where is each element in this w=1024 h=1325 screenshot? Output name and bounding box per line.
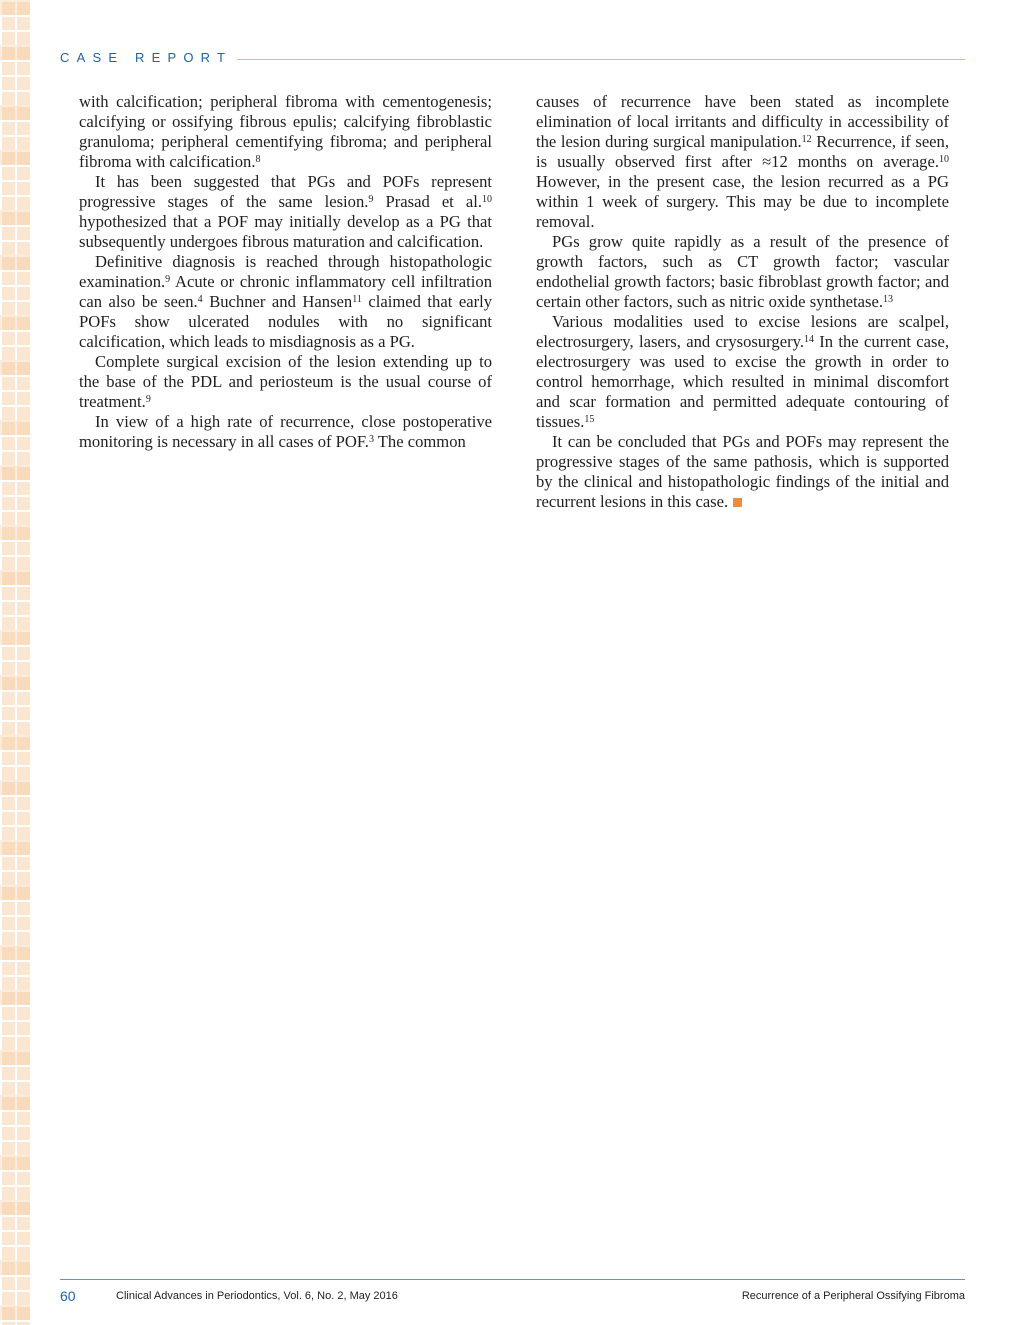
journal-citation: Clinical Advances in Periodontics, Vol. 6, No. 2, May 2016 — [116, 1290, 398, 1302]
citation: 13 — [882, 294, 893, 305]
paragraph: with calcification; peripheral fibroma with cementogenesis; calcifying or ossifying fibrous epulis; calcifying fibroblastic granuloma; peripheral cementifying fibroma; and peripheral fibroma with calcification.$^8$ — [79, 92, 492, 171]
left-column — [79, 92, 492, 452]
paragraph: Various modalities used to excise lesions are scalpel, electrosurgery, lasers, and crysosurgery.$^{14}$ In the current case, electrosurgery was used to excise the growth in order to control hemorrhage, which resulted in minimal discomfort and scar formation and permitted adequate contouring of tissues.$^{15}$ — [536, 312, 949, 431]
citation: 9 — [145, 394, 151, 405]
running-title: Recurrence of a Peripheral Ossifying Fibroma — [741, 1290, 965, 1302]
citation: 10 — [482, 194, 492, 205]
citation: 10 — [939, 154, 949, 165]
citation: 12 — [801, 134, 812, 145]
citation: 14 — [803, 334, 814, 345]
paragraph: It has been suggested that PGs and POFs represent progressive stages of the same lesion.$^9$ Prasad et al.$^{10}$ hypothesized that a POF may initially develop as a PG that subsequently undergoes fibrous maturation and calcification. — [79, 172, 492, 251]
citation: 4 — [197, 294, 203, 305]
footer-rule — [60, 1279, 965, 1280]
decorative-side-strip-shade — [0, 0, 30, 1325]
paragraph: It can be concluded that PGs and POFs may represent the progressive stages of the same pathosis, which is supported by the clinical and histopathologic findings of the initial and recurrent lesions in this case. — [536, 432, 949, 511]
paragraph: Definitive diagnosis is reached through histopathologic examination.$^9$ Acute or chronic inflammatory cell infiltration can also be seen.$^4$ Buchner and Hansen$^{11}$ claimed that early POFs show ulcerated nodules with no significant calcification, which leads to misdiagnosis as a PG. — [79, 252, 493, 351]
paragraph: In view of a high rate of recurrence, close postoperative monitoring is necessary in all cases of POF.$^3$ The common — [79, 412, 492, 451]
citation: 8 — [255, 154, 261, 165]
citation: 11 — [352, 294, 362, 305]
paragraph: causes of recurrence have been stated as incomplete elimination of local irritants and difficulty in accessibility of the lesion during surgical manipulation.$^{12}$ Recurrence, if seen, is usually observed first after ≈12 months on average.$^{10}$ However, in the present case, the lesion recurred as a PG within 1 week of surgery. This may be due to incomplete removal. — [536, 92, 949, 231]
header-rule — [237, 59, 965, 60]
citation: 9 — [165, 274, 171, 285]
right-column — [536, 92, 949, 512]
end-of-article-mark — [733, 498, 742, 507]
paragraph: PGs grow quite rapidly as a result of the presence of growth factors, such as CT growth factor; vascular endothelial growth factors; basic fibroblast growth factor; and certain other factors, such as nitric oxide synthetase.$^{13}$ — [536, 232, 949, 311]
section-label: CASE REPORT — [60, 50, 233, 65]
citation: 15 — [584, 414, 595, 425]
paragraph: Complete surgical excision of the lesion extending up to the base of the PDL and periosteum is the usual course of treatment.$^9$ — [79, 352, 492, 411]
page-number: 60 — [60, 1288, 76, 1304]
citation: 3 — [368, 434, 374, 445]
citation: 9 — [368, 194, 374, 205]
